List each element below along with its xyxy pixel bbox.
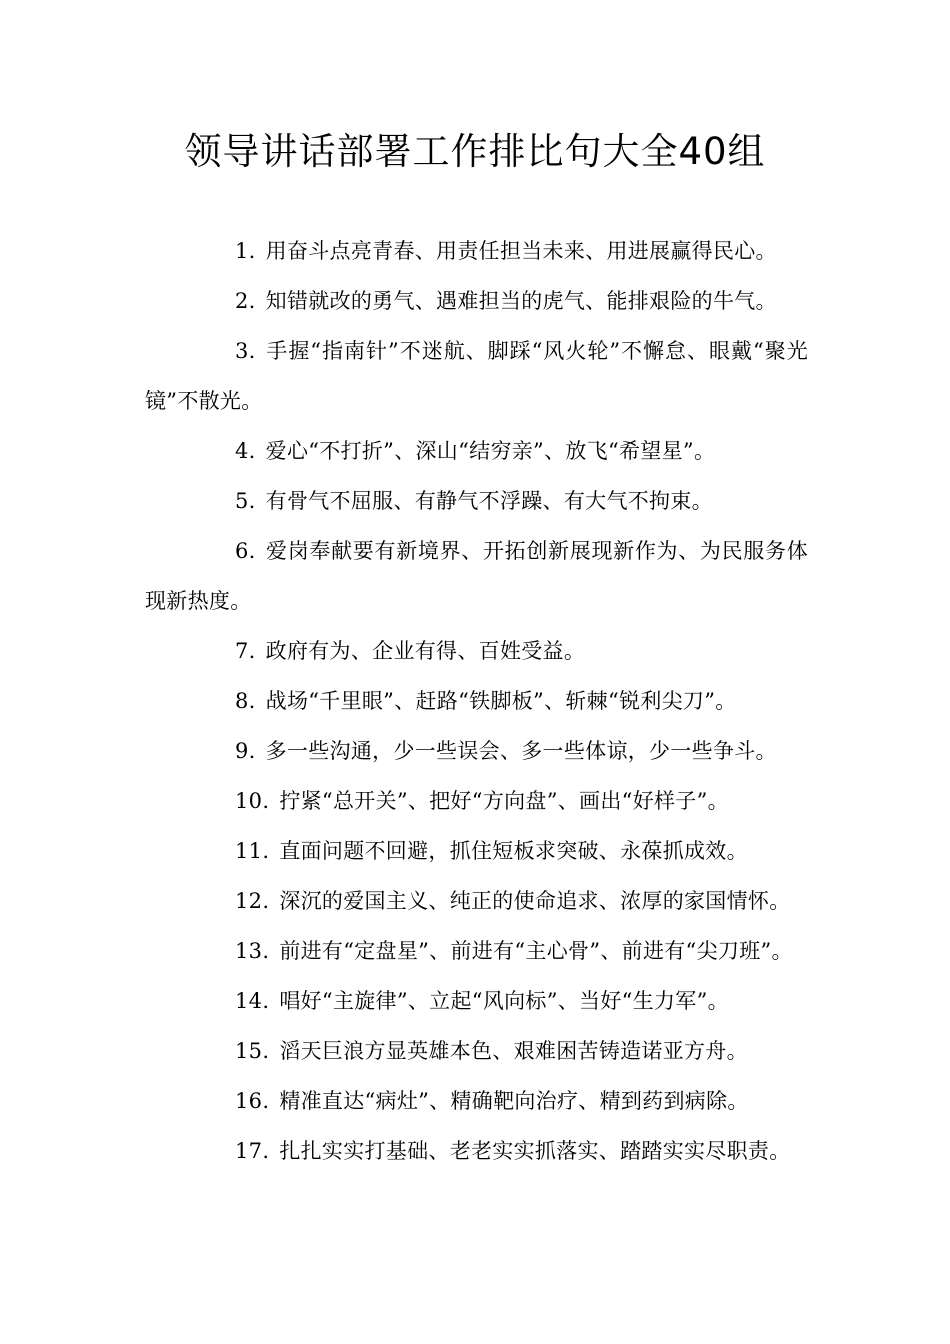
item-number: 11. <box>235 839 270 863</box>
list-item <box>145 976 808 1026</box>
item-text: 滔天巨浪方显英雄本色、艰难困苦铸造诺亚方舟。 <box>279 1039 748 1063</box>
item-number: 7. <box>235 639 256 663</box>
item-number: 9. <box>235 739 256 763</box>
list-item <box>145 676 808 726</box>
item-text: 爱岗奉献要有新境界、开拓创新展现新作为、为民服务体现新热度。 <box>145 539 808 613</box>
item-number: 10. <box>235 789 270 813</box>
document-title: 领导讲话部署工作排比句大全40组 <box>184 130 766 173</box>
list-item <box>145 876 808 926</box>
item-text: 深沉的爱国主义、纯正的使命追求、浓厚的家国情怀。 <box>279 889 791 913</box>
item-text: 唱好“主旋律”、立起“风向标”、当好“生力军”。 <box>279 989 729 1013</box>
item-text: 用奋斗点亮青春、用责任担当未来、用进展赢得民心。 <box>265 239 777 263</box>
item-text: 知错就改的勇气、遇难担当的虎气、能排艰险的牛气。 <box>265 289 777 313</box>
item-text: 多一些沟通，少一些误会、多一些体谅，少一些争斗。 <box>265 739 777 763</box>
list-item <box>145 926 808 976</box>
item-text: 手握“指南针”不迷航、脚踩“风火轮”不懈怠、眼戴“聚光镜”不散光。 <box>145 339 808 413</box>
item-number: 4. <box>235 439 256 463</box>
item-number: 16. <box>235 1089 270 1113</box>
item-text: 精准直达“病灶”、精确靶向治疗、精到药到病除。 <box>279 1089 749 1113</box>
item-number: 2. <box>235 289 256 313</box>
item-number: 12. <box>235 889 270 913</box>
list-item <box>145 776 808 826</box>
list-item <box>145 226 808 276</box>
list-item <box>145 626 808 676</box>
document-body <box>145 226 808 1176</box>
list-item <box>145 426 808 476</box>
item-text: 直面问题不回避，抓住短板求突破、永葆抓成效。 <box>279 839 748 863</box>
list-item <box>145 276 808 326</box>
list-item <box>145 526 808 626</box>
item-text: 扎扎实实打基础、老老实实抓落实、踏踏实实尽职责。 <box>279 1139 791 1163</box>
item-text: 战场“千里眼”、赶路“铁脚板”、斩棘“锐利尖刀”。 <box>265 689 737 713</box>
item-number: 1. <box>235 239 256 263</box>
item-text: 政府有为、企业有得、百姓受益。 <box>265 639 586 663</box>
item-number: 8. <box>235 689 256 713</box>
list-item <box>145 1126 808 1176</box>
item-number: 5. <box>235 489 256 513</box>
list-item <box>145 326 808 426</box>
item-text: 拧紧“总开关”、把好“方向盘”、画出“好样子”。 <box>279 789 729 813</box>
item-text: 前进有“定盘星”、前进有“主心骨”、前进有“尖刀班”。 <box>279 939 793 963</box>
item-text: 有骨气不屈服、有静气不浮躁、有大气不拘束。 <box>265 489 713 513</box>
item-number: 14. <box>235 989 270 1013</box>
list-item <box>145 726 808 776</box>
list-item <box>145 826 808 876</box>
item-number: 3. <box>235 339 256 363</box>
list-item <box>145 1026 808 1076</box>
item-number: 13. <box>235 939 270 963</box>
list-item <box>145 476 808 526</box>
item-number: 17. <box>235 1139 270 1163</box>
item-text: 爱心“不打折”、深山“结穷亲”、放飞“希望星”。 <box>265 439 716 463</box>
list-item <box>145 1076 808 1126</box>
item-number: 15. <box>235 1039 270 1063</box>
item-number: 6. <box>235 539 256 563</box>
